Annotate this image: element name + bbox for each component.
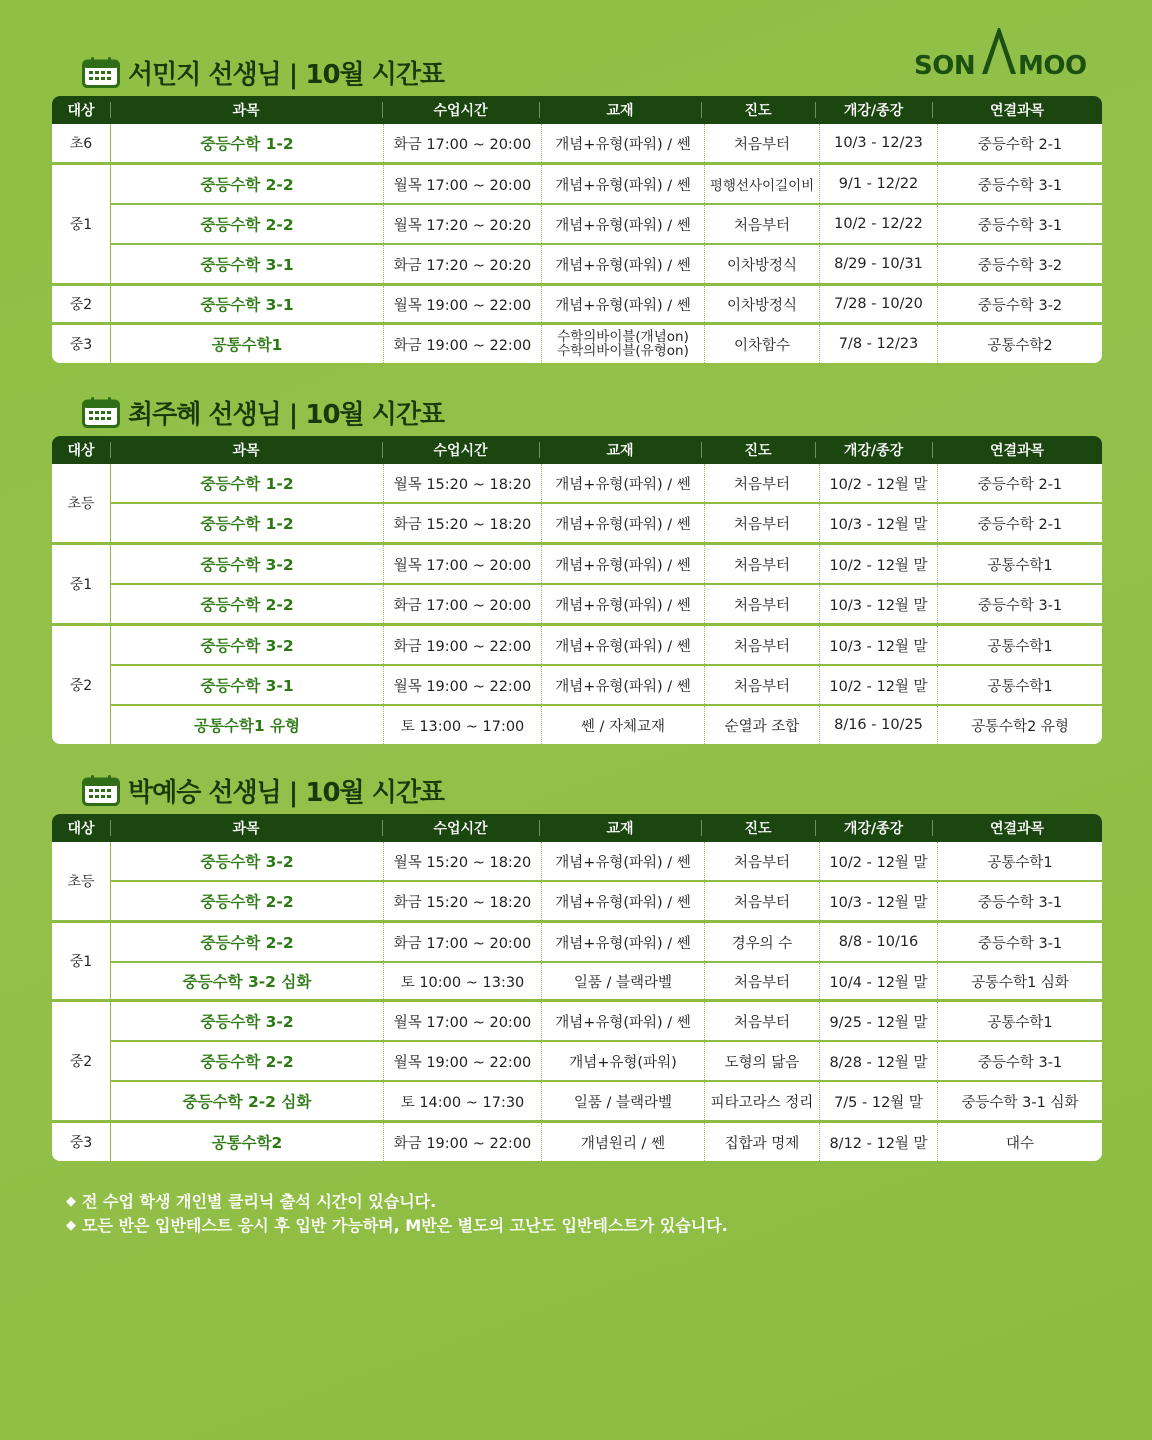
grade-label: 초6	[52, 124, 111, 162]
grade-label: 중3	[52, 1123, 111, 1161]
grade-label: 중3	[52, 325, 111, 363]
section-title	[82, 770, 444, 810]
grade-group	[52, 124, 1102, 162]
progress-cell: 피타고라스 정리	[704, 1082, 819, 1120]
link-cell: 중등수학 3-1	[937, 882, 1102, 920]
notes	[66, 1190, 728, 1238]
book-cell: 일품 / 블랙라벨	[541, 963, 704, 999]
period-cell: 7/28 - 10/20	[819, 286, 937, 322]
link-cell: 중등수학 3-1	[937, 585, 1102, 623]
progress-cell: 이차함수	[704, 325, 819, 363]
subject-cell: 중등수학 3-1	[200, 256, 294, 274]
header-subject: 과목	[110, 436, 382, 464]
diamond-bullet-icon: ◆	[66, 1194, 76, 1209]
book-cell: 개념+유형(파워) / 쎈	[541, 165, 704, 203]
book-cell: 개념+유형(파워) / 쎈	[541, 882, 704, 920]
link-cell: 공통수학1	[937, 666, 1102, 704]
header-time: 수업시간	[382, 814, 539, 842]
subject-cell: 중등수학 1-2	[200, 475, 294, 493]
table-row	[111, 583, 1102, 623]
diamond-bullet-icon: ◆	[66, 1218, 76, 1233]
table-header	[52, 814, 1102, 842]
section-title-text: 박예승 선생님 | 10월 시간표	[128, 777, 445, 808]
grade-group	[52, 162, 1102, 283]
book-cell: 개념+유형(파워) / 쎈	[541, 205, 704, 243]
subject-cell: 공통수학2	[211, 1134, 283, 1152]
header-time: 수업시간	[382, 96, 539, 124]
period-cell: 8/29 - 10/31	[819, 245, 937, 283]
time-cell: 토 14:00 ~ 17:30	[383, 1082, 541, 1120]
table-header	[52, 96, 1102, 124]
subject-cell: 중등수학 2-2 심화	[182, 1093, 312, 1111]
progress-cell: 평행선사이길이비	[704, 165, 819, 203]
section-title-text: 최주혜 선생님 | 10월 시간표	[128, 399, 445, 430]
header-progress: 진도	[701, 96, 815, 124]
link-cell: 공통수학1 심화	[937, 963, 1102, 999]
table-row	[111, 880, 1102, 920]
period-cell: 9/1 - 12/22	[819, 165, 937, 203]
schedule-table	[52, 814, 1102, 1161]
table-row	[111, 124, 1102, 162]
book-line-1: 수학의바이블(개념on)	[557, 329, 689, 345]
calendar-icon	[82, 774, 120, 806]
table-row	[111, 961, 1102, 999]
period-cell: 10/3 - 12월 말	[819, 626, 937, 664]
time-cell: 월목 15:20 ~ 18:20	[383, 842, 541, 880]
period-cell: 10/3 - 12월 말	[819, 585, 937, 623]
subject-cell: 중등수학 3-2 심화	[182, 973, 312, 991]
time-cell: 월목 19:00 ~ 22:00	[383, 286, 541, 322]
progress-cell: 집합과 명제	[704, 1123, 819, 1161]
time-cell: 화금 17:00 ~ 20:00	[383, 585, 541, 623]
table-header	[52, 436, 1102, 464]
table-row	[111, 1002, 1102, 1040]
schedule-table	[52, 436, 1102, 744]
header-link: 연결과목	[932, 814, 1102, 842]
grade-label: 중1	[52, 165, 111, 283]
subject-cell: 공통수학1 유형	[193, 717, 301, 735]
book-cell: 개념+유형(파워) / 쎈	[541, 842, 704, 880]
period-cell: 10/2 - 12월 말	[819, 842, 937, 880]
time-cell: 화금 15:20 ~ 18:20	[383, 504, 541, 542]
progress-cell: 처음부터	[704, 963, 819, 999]
progress-cell: 경우의 수	[704, 923, 819, 961]
book-cell: 개념+유형(파워) / 쎈	[541, 923, 704, 961]
link-cell: 중등수학 3-2	[937, 245, 1102, 283]
grade-label: 중2	[52, 286, 111, 322]
calendar-icon	[82, 396, 120, 428]
period-cell: 7/8 - 12/23	[819, 325, 937, 363]
time-cell: 화금 15:20 ~ 18:20	[383, 882, 541, 920]
subject-cell: 중등수학 3-2	[200, 1013, 294, 1031]
progress-cell: 처음부터	[704, 205, 819, 243]
period-cell: 10/2 - 12/22	[819, 205, 937, 243]
calendar-icon	[82, 56, 120, 88]
period-cell: 9/25 - 12월 말	[819, 1002, 937, 1040]
table-row	[111, 243, 1102, 283]
period-cell: 10/4 - 12월 말	[819, 963, 937, 999]
period-cell: 10/3 - 12월 말	[819, 882, 937, 920]
book-cell: 개념+유형(파워)	[541, 1042, 704, 1080]
time-cell: 화금 17:20 ~ 20:20	[383, 245, 541, 283]
period-cell: 10/3 - 12/23	[819, 124, 937, 162]
book-cell: 개념+유형(파워) / 쎈	[541, 245, 704, 283]
subject-cell: 공통수학1	[211, 336, 283, 354]
link-cell: 중등수학 3-1	[937, 165, 1102, 203]
table-row	[111, 664, 1102, 704]
link-cell: 중등수학 2-1	[937, 504, 1102, 542]
table-row	[111, 502, 1102, 542]
grade-group	[52, 999, 1102, 1120]
time-cell: 월목 19:00 ~ 22:00	[383, 1042, 541, 1080]
progress-cell: 처음부터	[704, 545, 819, 583]
book-cell: 쎈 / 자체교재	[541, 706, 704, 744]
header-subject: 과목	[110, 96, 382, 124]
grade-group	[52, 283, 1102, 322]
progress-cell: 처음부터	[704, 1002, 819, 1040]
subject-cell: 중등수학 2-2	[200, 216, 294, 234]
subject-cell: 중등수학 1-2	[200, 135, 294, 153]
time-cell: 토 10:00 ~ 13:30	[383, 963, 541, 999]
period-cell: 10/2 - 12월 말	[819, 464, 937, 502]
grade-group	[52, 623, 1102, 744]
subject-cell: 중등수학 3-2	[200, 853, 294, 871]
table-row	[111, 1123, 1102, 1161]
header-period: 개강/종강	[815, 436, 932, 464]
table-row	[111, 325, 1102, 363]
period-cell: 7/5 - 12월 말	[819, 1082, 937, 1120]
time-cell: 화금 17:00 ~ 20:00	[383, 923, 541, 961]
subject-cell: 중등수학 3-1	[200, 296, 294, 314]
table-row	[111, 842, 1102, 880]
grade-label: 중2	[52, 1002, 111, 1120]
subject-cell: 중등수학 3-2	[200, 637, 294, 655]
grade-label: 중1	[52, 923, 111, 999]
book-cell: 개념원리 / 쎈	[541, 1123, 704, 1161]
link-cell: 공통수학1	[937, 626, 1102, 664]
time-cell: 월목 19:00 ~ 22:00	[383, 666, 541, 704]
progress-cell: 처음부터	[704, 882, 819, 920]
grade-label: 중1	[52, 545, 111, 623]
section-title-text: 서민지 선생님 | 10월 시간표	[128, 59, 445, 90]
table-row	[111, 626, 1102, 664]
header-time: 수업시간	[382, 436, 539, 464]
time-cell: 화금 19:00 ~ 22:00	[383, 626, 541, 664]
svg-text:SON: SON	[914, 51, 976, 80]
table-row	[111, 286, 1102, 322]
progress-cell: 처음부터	[704, 464, 819, 502]
grade-label: 중2	[52, 626, 111, 744]
sonamoo-logo	[914, 22, 1100, 80]
table-row	[111, 165, 1102, 203]
book-cell: 개념+유형(파워) / 쎈	[541, 124, 704, 162]
table-row	[111, 704, 1102, 744]
note-item	[66, 1190, 728, 1214]
period-cell: 10/2 - 12월 말	[819, 545, 937, 583]
grade-label: 초등	[52, 842, 111, 920]
subject-cell: 중등수학 2-2	[200, 893, 294, 911]
time-cell: 화금 19:00 ~ 22:00	[383, 325, 541, 363]
period-cell: 8/8 - 10/16	[819, 923, 937, 961]
book-cell: 일품 / 블랙라벨	[541, 1082, 704, 1120]
table-row	[111, 464, 1102, 502]
schedule-table	[52, 96, 1102, 363]
svg-text:MOO: MOO	[1018, 51, 1087, 80]
progress-cell: 도형의 닮음	[704, 1042, 819, 1080]
progress-cell: 처음부터	[704, 626, 819, 664]
period-cell: 10/3 - 12월 말	[819, 504, 937, 542]
header-book: 교재	[539, 436, 701, 464]
grade-group	[52, 542, 1102, 623]
grade-group	[52, 920, 1102, 999]
grade-group	[52, 322, 1102, 363]
table-row	[111, 545, 1102, 583]
grade-group	[52, 464, 1102, 542]
link-cell: 공통수학2	[937, 325, 1102, 363]
time-cell: 월목 15:20 ~ 18:20	[383, 464, 541, 502]
subject-cell: 중등수학 2-2	[200, 596, 294, 614]
book-cell: 개념+유형(파워) / 쎈	[541, 626, 704, 664]
header-target: 대상	[67, 443, 95, 459]
table-row	[111, 923, 1102, 961]
period-cell: 10/2 - 12월 말	[819, 666, 937, 704]
link-cell: 중등수학 2-1	[937, 464, 1102, 502]
link-cell: 중등수학 3-1	[937, 205, 1102, 243]
link-cell: 중등수학 2-1	[937, 124, 1102, 162]
link-cell: 중등수학 3-1	[937, 1042, 1102, 1080]
book-cell: 개념+유형(파워) / 쎈	[541, 464, 704, 502]
link-cell: 공통수학2 유형	[937, 706, 1102, 744]
subject-cell: 중등수학 3-1	[200, 677, 294, 695]
header-link: 연결과목	[932, 436, 1102, 464]
progress-cell: 처음부터	[704, 504, 819, 542]
progress-cell: 순열과 조합	[704, 706, 819, 744]
header-target: 대상	[67, 103, 95, 119]
header-period: 개강/종강	[815, 814, 932, 842]
note-item	[66, 1214, 728, 1238]
subject-cell: 중등수학 2-2	[200, 1053, 294, 1071]
period-cell: 8/16 - 10/25	[819, 706, 937, 744]
header-target: 대상	[67, 821, 95, 837]
link-cell: 중등수학 3-2	[937, 286, 1102, 322]
book-cell: 개념+유형(파워) / 쎈	[541, 504, 704, 542]
grade-label: 초등	[52, 464, 111, 542]
progress-cell: 이차방정식	[704, 286, 819, 322]
subject-cell: 중등수학 2-2	[200, 176, 294, 194]
book-cell	[541, 325, 704, 363]
note-text: 모든 반은 입반테스트 응시 후 입반 가능하며, M반은 별도의 고난도 입반테스트가 있습니다.	[82, 1216, 728, 1235]
book-cell: 개념+유형(파워) / 쎈	[541, 545, 704, 583]
header-period: 개강/종강	[815, 96, 932, 124]
link-cell: 공통수학1	[937, 545, 1102, 583]
link-cell: 중등수학 3-1 심화	[937, 1082, 1102, 1120]
table-row	[111, 1040, 1102, 1080]
time-cell: 화금 17:00 ~ 20:00	[383, 124, 541, 162]
grade-group	[52, 842, 1102, 920]
section-title	[82, 52, 444, 92]
header-book: 교재	[539, 96, 701, 124]
link-cell: 공통수학1	[937, 1002, 1102, 1040]
book-cell: 개념+유형(파워) / 쎈	[541, 585, 704, 623]
period-cell: 8/28 - 12월 말	[819, 1042, 937, 1080]
grade-group	[52, 1120, 1102, 1161]
section-title	[82, 392, 444, 432]
period-cell: 8/12 - 12월 말	[819, 1123, 937, 1161]
subject-cell: 중등수학 2-2	[200, 934, 294, 952]
time-cell: 월목 17:00 ~ 20:00	[383, 165, 541, 203]
table-row	[111, 1080, 1102, 1120]
book-cell: 개념+유형(파워) / 쎈	[541, 286, 704, 322]
note-text: 전 수업 학생 개인별 클리닉 출석 시간이 있습니다.	[82, 1192, 437, 1211]
subject-cell: 중등수학 1-2	[200, 515, 294, 533]
time-cell: 화금 19:00 ~ 22:00	[383, 1123, 541, 1161]
header-progress: 진도	[701, 436, 815, 464]
header-book: 교재	[539, 814, 701, 842]
progress-cell: 이차방정식	[704, 245, 819, 283]
time-cell: 월목 17:00 ~ 20:00	[383, 545, 541, 583]
time-cell: 토 13:00 ~ 17:00	[383, 706, 541, 744]
time-cell: 월목 17:20 ~ 20:20	[383, 205, 541, 243]
table-row	[111, 203, 1102, 243]
time-cell: 월목 17:00 ~ 20:00	[383, 1002, 541, 1040]
book-cell: 개념+유형(파워) / 쎈	[541, 666, 704, 704]
book-line-2: 수학의바이블(유형on)	[557, 343, 689, 359]
link-cell: 중등수학 3-1	[937, 923, 1102, 961]
progress-cell: 처음부터	[704, 124, 819, 162]
progress-cell: 처음부터	[704, 842, 819, 880]
header-progress: 진도	[701, 814, 815, 842]
link-cell: 대수	[937, 1123, 1102, 1161]
subject-cell: 중등수학 3-2	[200, 556, 294, 574]
progress-cell: 처음부터	[704, 585, 819, 623]
link-cell: 공통수학1	[937, 842, 1102, 880]
progress-cell: 처음부터	[704, 666, 819, 704]
header-subject: 과목	[110, 814, 382, 842]
header-link: 연결과목	[932, 96, 1102, 124]
book-cell: 개념+유형(파워) / 쎈	[541, 1002, 704, 1040]
